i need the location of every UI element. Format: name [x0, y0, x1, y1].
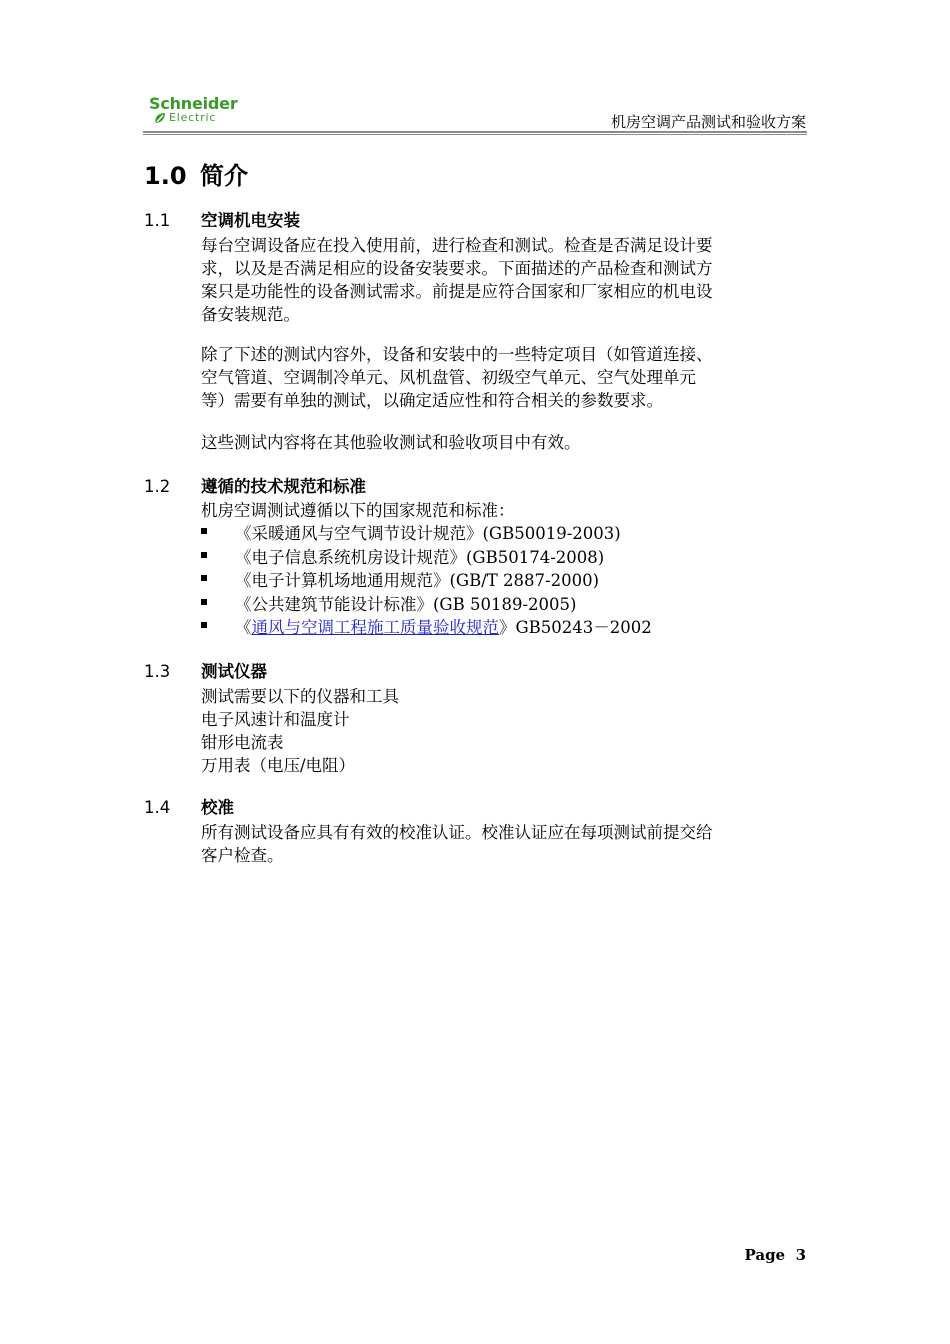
section-number: 1.1 — [144, 211, 171, 230]
paragraph-validity — [201, 431, 801, 454]
text-line: 钳形电流表 — [201, 733, 284, 752]
instrument-list — [201, 685, 801, 777]
section-title: 遵循的技术规范和标准 — [201, 477, 366, 496]
text-line: 客户检查。 — [201, 846, 284, 865]
section-title: 简介 — [200, 162, 248, 190]
section-heading-1-2 — [144, 473, 366, 497]
section-title: 校准 — [201, 798, 234, 817]
document-title: 机房空调产品测试和验收方案 — [610, 113, 806, 131]
text-line: 所有测试设备应具有有效的校准认证。校准认证应在每项测试前提交给 — [201, 823, 713, 842]
text-line: 机房空调测试遵循以下的国家规范和标准： — [201, 501, 515, 520]
text-line: 除了下述的测试内容外，设备和安装中的一些特定项目（如管道连接、 — [201, 345, 713, 364]
section-heading-1-1 — [144, 207, 300, 231]
section-heading-1-0 — [144, 156, 248, 191]
paragraph-special-tests — [201, 343, 801, 412]
calibration-paragraph — [201, 821, 801, 867]
schneider-logo — [149, 96, 238, 124]
leaf-logo-icon — [153, 112, 167, 124]
text-line: 空气管道、空调制冷单元、风机盘管、初级空气单元、空气处理单元 — [201, 368, 696, 387]
section-title: 测试仪器 — [201, 662, 267, 681]
text-line: 备安装规范。 — [201, 305, 300, 324]
logo-wordmark: Schneider — [149, 94, 238, 113]
standard-link[interactable]: 通风与空调工程施工质量验收规范 — [251, 618, 499, 637]
list-item: 《采暖通风与空气调节设计规范》(GB50019-2003) — [235, 524, 621, 543]
page-label: Page — [744, 1246, 786, 1264]
header-divider — [143, 131, 807, 133]
section-heading-1-3 — [144, 658, 267, 682]
logo-subtext: Electric — [169, 111, 217, 124]
section-number: 1.2 — [144, 477, 171, 496]
text-line: 电子风速计和温度计 — [201, 710, 350, 729]
standards-intro — [201, 499, 801, 522]
text-line: 等）需要有单独的测试，以确定适应性和符合相关的参数要求。 — [201, 391, 663, 410]
list-item: 《电子信息系统机房设计规范》(GB50174-2008) — [235, 547, 605, 567]
section-number: 1.3 — [144, 662, 171, 681]
text-line: 每台空调设备应在投入使用前，进行检查和测试。检查是否满足设计要 — [201, 236, 713, 255]
standards-list — [201, 522, 652, 640]
text-line: 万用表（电压/电阻） — [201, 756, 356, 775]
list-item: 《电子计算机场地通用规范》(GB/T 2887-2000) — [235, 571, 600, 590]
header-divider-thin — [143, 134, 807, 135]
page-number-value: 3 — [795, 1246, 806, 1264]
section-number: 1.4 — [144, 798, 171, 817]
text-line: 这些测试内容将在其他验收测试和验收项目中有效。 — [201, 433, 581, 452]
text-line: 求，以及是否满足相应的设备安装要求。下面描述的产品检查和测试方 — [201, 259, 713, 278]
paragraph-intro — [201, 234, 801, 326]
list-item: 《公共建筑节能设计标准》(GB 50189-2005) — [235, 594, 577, 614]
section-number: 1.0 — [144, 162, 187, 190]
section-title: 空调机电安装 — [201, 211, 300, 230]
text-line: 案只是功能性的设备测试需求。前提是应符合国家和厂家相应的机电设 — [201, 282, 713, 301]
section-heading-1-4 — [144, 794, 234, 818]
text-line: 测试需要以下的仪器和工具 — [201, 687, 399, 706]
list-item: 《通风与空调工程施工质量验收规范》GB50243－2002 — [235, 618, 652, 637]
page-number — [744, 1246, 806, 1264]
